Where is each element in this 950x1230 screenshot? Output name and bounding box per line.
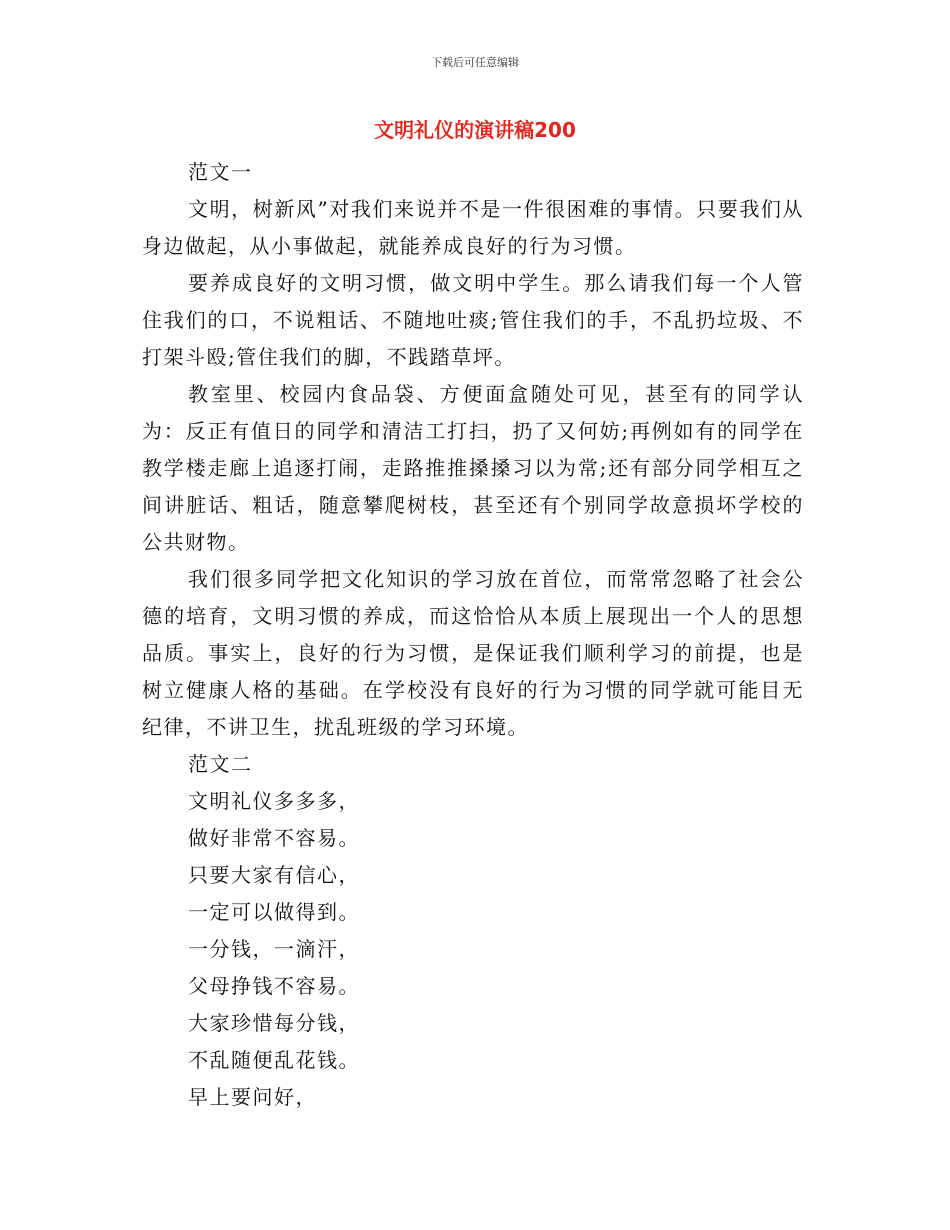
header-note: 下载后可任意编辑 bbox=[431, 56, 519, 69]
poem-line: 大家珍惜每分钱， bbox=[188, 1011, 360, 1035]
poem-line: 文明礼仪多多多， bbox=[188, 789, 360, 813]
paragraph-2: 要养成良好的文明习惯，做文明中学生。那么请我们每一个人管住我们的口，不说粗话、不随地吐痰;管住我们的手，不乱扔垃圾、不打架斗殴;管住我们的脚，不践踏草坪。 bbox=[142, 271, 804, 369]
paragraph-3: 教室里、校园内食品袋、方便面盒随处可见，甚至有的同学认为：反正有值日的同学和清洁工打扫，扔了又何妨;再例如有的同学在教学楼走廊上追逐打闹，走路推推搡搡习以为常;还有部分同学相互之间讲脏话、粗话，随意攀爬树枝，甚至还有个别同学故意损坏学校的公共财物。 bbox=[142, 382, 804, 554]
poem-line: 早上要问好， bbox=[188, 1085, 317, 1109]
document-title: 文明礼仪的演讲稿200 bbox=[374, 118, 576, 142]
poem-line: 一定可以做得到。 bbox=[188, 900, 360, 924]
poem-line: 只要大家有信心， bbox=[188, 863, 360, 887]
document-body bbox=[142, 154, 804, 1116]
poem-line: 不乱随便乱花钱。 bbox=[188, 1048, 360, 1072]
paragraph-4: 我们很多同学把文化知识的学习放在首位，而常常忽略了社会公德的培育，文明习惯的养成，而这恰恰从本质上展现出一个人的思想品质。事实上，良好的行为习惯，是保证我们顺利学习的前提，也是树立健康人格的基础。在学校没有良好的行为习惯的同学就可能目无纪律，不讲卫生，扰乱班级的学习环境。 bbox=[142, 567, 804, 739]
section-heading-2: 范文二 bbox=[188, 752, 253, 776]
section-heading-1: 范文一 bbox=[188, 160, 253, 184]
poem-line: 父母挣钱不容易。 bbox=[188, 974, 360, 998]
poem-line: 做好非常不容易。 bbox=[188, 826, 360, 850]
paragraph-1: 文明，树新风”对我们来说并不是一件很困难的事情。只要我们从身边做起，从小事做起，就能养成良好的行为习惯。 bbox=[142, 197, 804, 258]
poem-line: 一分钱，一滴汗， bbox=[188, 937, 360, 961]
